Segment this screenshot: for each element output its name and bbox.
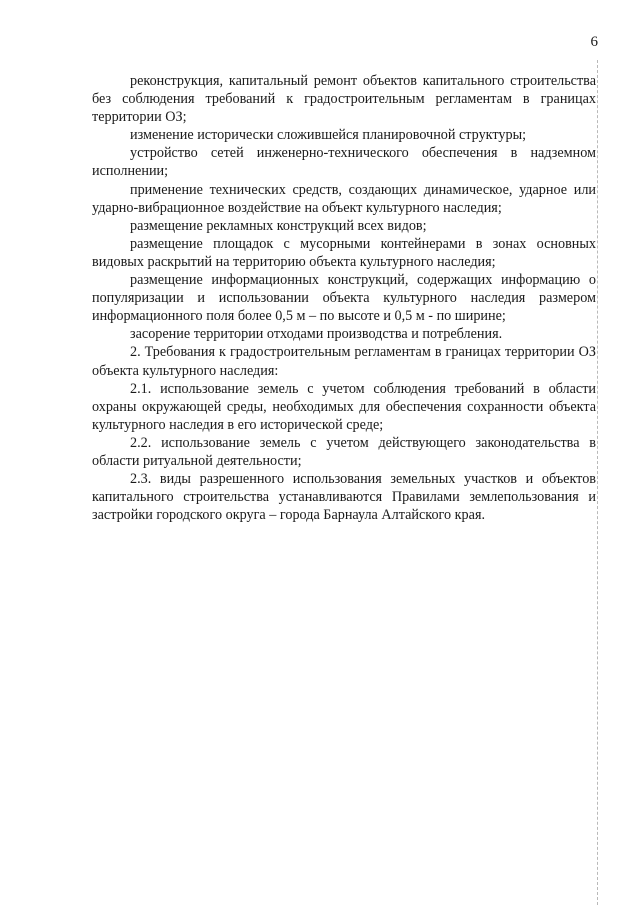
paragraph-utility-networks: устройство сетей инженерно-технического обеспечения в надземном исполнении; [92,145,596,180]
paragraph-section-2-3: 2.3. виды разрешенного использования земельных участков и объектов капитального строительства устанавливаются Правилами землепользования и застройки городского округа – города Барнаула Алтайского края. [92,471,596,524]
paragraph-littering: засорение территории отходами производства и потребления. [130,326,503,343]
paragraph-section-2-2: 2.2. использование земель с учетом действующего законодательства в области ритуальной деятельности; [92,434,596,469]
paragraph-section-2-1: 2.1. использование земель с учетом соблюдения требований в области охраны окружающей среды, необходимых для обеспечения сохранности объекта культурного наследия в его исторической среде; [92,380,596,433]
paragraph-waste-containers: размещение площадок с мусорными контейнерами в зонах основных видовых раскрытий на территорию объекта культурного наследия; [92,235,596,270]
document-body [92,72,596,524]
paragraph-technical-means: применение технических средств, создающих динамическое, ударное или ударно-вибрационное воздействие на объект культурного наследия; [92,181,596,216]
paragraph-information-structures: размещение информационных конструкций, содержащих информацию о популяризации и использовании объекта культурного наследия размером информационного поля более 0,5 м – по высоте и 0,5 м - по ширине; [92,272,596,325]
paragraph-advertising: размещение рекламных конструкций всех видов; [130,217,427,234]
paragraph-planning-structure: изменение исторически сложившейся планировочной структуры; [130,127,527,144]
scan-fold-line [597,60,598,905]
page-number: 6 [590,34,598,50]
paragraph-reconstruction: реконструкция, капитальный ремонт объектов капитального строительства без соблюдения требований к градостроительным регламентам в границах территории ОЗ; [92,73,596,126]
paragraph-section-2: 2. Требования к градостроительным регламентам в границах территории ОЗ объекта культурного наследия: [92,344,596,379]
